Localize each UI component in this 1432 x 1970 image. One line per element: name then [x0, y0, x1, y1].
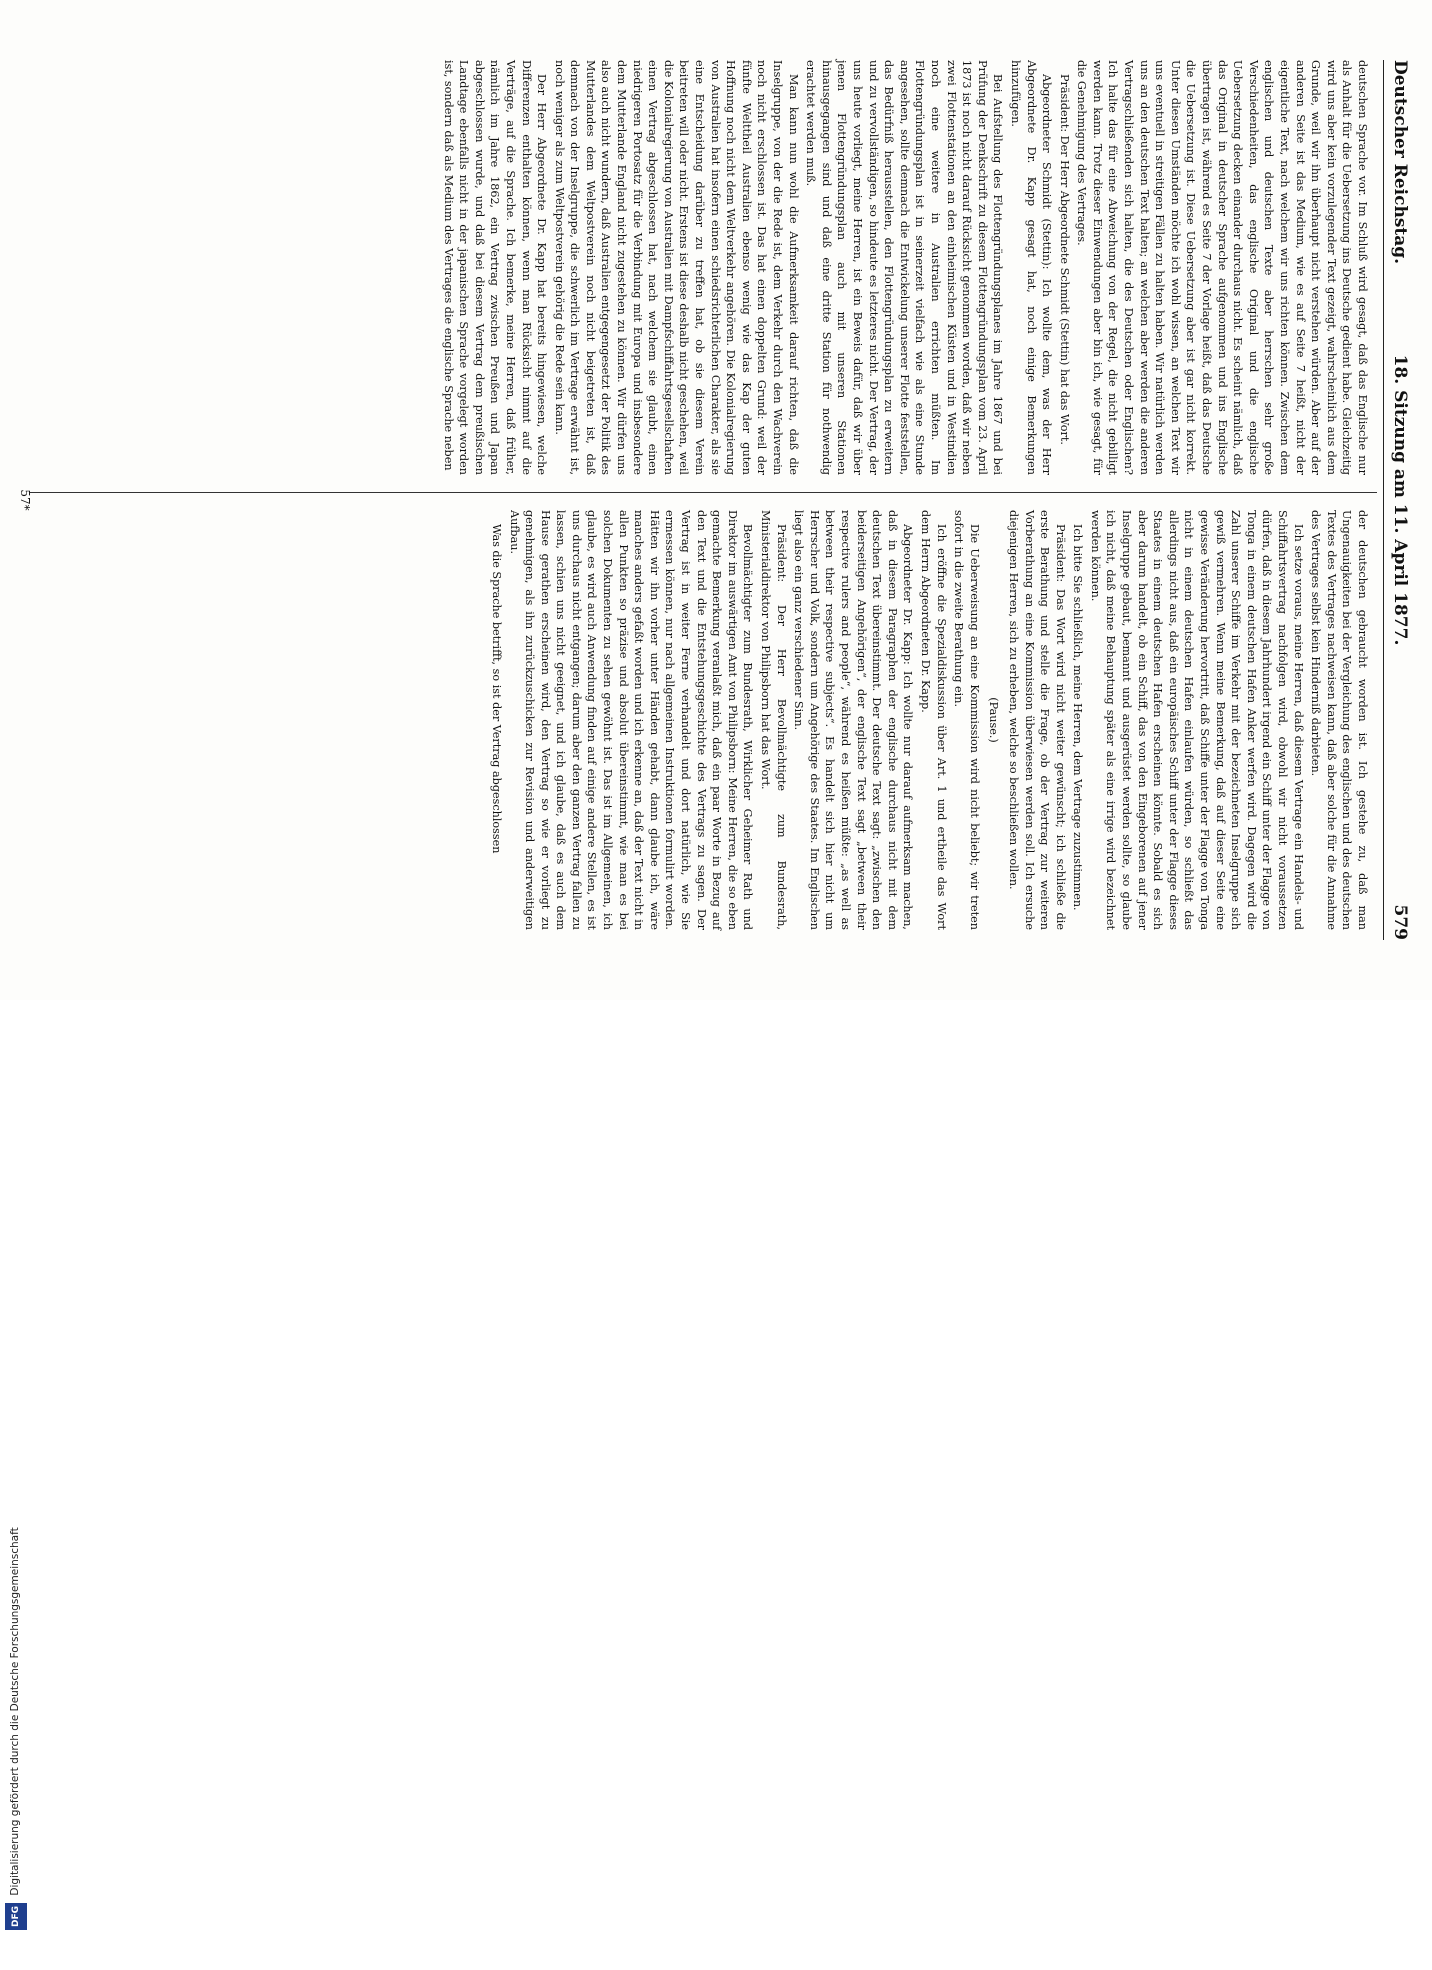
- paragraph: Ich eröffne die Spezialdiskussion über Art. 1 und ertheile das Wort dem Herrn Abgeordneten Dr. Kapp.: [918, 510, 948, 930]
- paragraph: Bei Aufstellung des Flottengründungsplanes im Jahre 1867 und bei Prüfung der Denkschrift zu diesem Flottengründungsplan vom 23. April 1873 ist noch nicht darauf Rücksicht genommen worden, daß wir neben zwei Flottenstationen an den einheimischen Küsten und in Westindien noch eine weitere in Australien errichten müßten. Im Flottengründungsplan ist in seinerzeit vielfach wie als eine Stunde angesehen, sollte demnach die Entwickelung unserer Flotte feststellen, das Bedürfniß herausstellen, den Flottengründungsplan zu erweitern und zu vervollständigen, so hindeute es letzteres nicht. Der Vertrag, der uns heute vorliegt, meine Herren, ist ein Beweis dafür, daß wir über jenen Flottengründungsplan auch mit unseren Stationen hinausgegangen sind und daß eine dritte Station für nothwendig erachtet werden muß.: [804, 60, 1005, 475]
- paragraph: Abgeordneter Schmidt (Stettin): Ich wollte dem, was der Herr Abgeordnete Dr. Kapp gesagt hat, noch einige Bemerkungen hinzufügen.: [1008, 60, 1054, 475]
- speaker-line: Präsident: Das Wort wird nicht weiter gewünscht; ich schließe die erste Berathung und stelle die Frage, ob der Vertrag zur weiteren Vorberathung an eine Kommission überwiesen werden soll. Ich ersuche diejenigen Herren, sich zu erheben, welche so beschließen wollen.: [1006, 510, 1067, 930]
- pause-note: (Pause.): [987, 697, 1001, 743]
- paragraph: Bevollmächtigter zum Bundesrath, Wirklicher Geheimer Rath und Direktor im auswärtigen Amt von Philipsborn: Meine Herren, die so eben gemachte Bemerkung veranlaßt mich, daß ein paar Worte in Bezug auf den Text und die Entstehungsgeschichte des Vertrags zu sagen. Der Vertrag ist in weiter Ferne verhandelt und dort natürlich, wie Sie ermessen können, nur nach allgemeinen Instruktionen formulirt worden. Hätten wir ihn vorher unter Händen gehabt, dann glaube ich, wäre manches anders gefaßt worden und ich erkenne an, daß der Text nicht in allen Punkten so präzise und absolut übereinstimmt, wie man es bei solchen Dokumenten zu sehen gewöhnt ist. Das ist im Allgemeinen, ich glaube, es wird auch Anwendung finden auf einige andere Stellen, es ist uns durchaus nicht entgangen; darum aber den ganzen Vertrag fallen zu lassen, schien uns nicht geeignet, und ich glaube, daß es auch dem Hause gerathen erscheinen wird, den Vertrag so wie er vorliegt zu genehmigen, als ihn zurückzuschicken zur Revision und anderweitigen Aufbau.: [507, 510, 755, 930]
- credit-text: Digitalisierung gefördert durch die Deutsche Forschungsgemeinschaft: [9, 1527, 21, 1896]
- paragraph: Die Ueberweisung an eine Kommission wird nicht beliebt; wir treten sofort in die zweite Berathung ein.: [952, 510, 981, 930]
- paragraph: Was die Sprache betrifft, so ist der Vertrag abgeschlossen: [489, 524, 503, 854]
- signature-mark: 57*: [18, 489, 32, 511]
- page-header: [1383, 60, 1414, 940]
- paragraph: Ich bitte Sie schließlich, meine Herren, dem Vertrage zuzustimmen.: [1071, 524, 1085, 911]
- right-column: [40, 510, 1370, 930]
- paragraph: deutschen Sprache vor. Im Schluß wird gesagt, daß das Englische nur als Anhalt für die Uebersetzung ins Deutsche gedient habe. Gleichzeitig wird uns aber kein vorzulegender Text gezeigt, wahrscheinlich aus dem Grunde, weil wir ihn überhaupt nicht verstehen würden. Aber auf der anderen Seite ist das Medium, wie es auf Seite 7 heißt, nicht der eigentliche Text, nach welchem wir uns richten können. Zwischen dem englischen und deutschen Texte aber herrschen sehr große Verschiedenheiten, das englische Original und die englische Uebersetzung decken einander durchaus nicht. Es scheint nämlich, daß das Original in deutscher Sprache aufgenommen und ins Englische übertragen ist, während es Seite 7 der Vorlage heißt, daß das Deutsche die Uebersetzung ist. Diese Uebersetzung aber ist gar nicht korrekt. Unter diesen Umständen möchte ich wohl wissen, an welchen Text wir uns eventuell in streitigen Fällen zu halten haben. Wir natürlich werden uns an den deutschen Text halten; an welchen aber werden die anderen Vertragschließenden sich halten, die des Deutschen oder Englischen? Ich halte das für eine Abweichung von der Regel, die nicht gebilligt werden kann. Trotz dieser Einwendungen aber bin ich, wie gesagt, für die Genehmigung des Vertrages.: [1075, 60, 1369, 475]
- paragraph: Ich setze voraus, meine Herren, daß diesem Vertrage ein Handels- und Schiffahrtsvertrag nachfolgen wird, obwohl wir nicht voraussetzen dürfen, daß in diesem Jahrhundert irgend ein Schiff unter der Flagge von Tonga in einem deutschen Hafen Anker werfen wird. Dagegen wird die Zahl unserer Schiffe im Verkehr mit der bezeichneten Inselgruppe sich gewiß vermehren. Wenn meine Bemerkung, daß auf dieser Seite eine gewisse Veränderung hervortritt, daß Schiffe unter der Flagge von Tonga nicht in einem deutschen Hafen einlaufen würden, so schließt das allerdings nicht aus, daß ein europäisches Schiff unter der Flagge dieses Staates in einem deutschen Hafen erscheinen könnte. Sobald es sich aber darum handelt, ob ein Schiff, das von den Eingeborenen auf jener Inselgruppe gebaut, bemannt und ausgerüstet werden sollte, so glaube ich nicht, daß meine Behauptung später als eine irrige wird bezeichnet werden können.: [1088, 510, 1305, 930]
- page-number: 579: [1390, 904, 1410, 940]
- speaker-line: Präsident: Der Herr Bevollmächtigte zum Bundesrath, Ministerialdirektor von Philipsborn hat das Wort.: [759, 510, 788, 930]
- speaker-line: Präsident: Der Herr Abgeordnete Schmidt (Stettin) hat das Wort.: [1057, 74, 1071, 445]
- header-session: 18. Sitzung am 11. April 1877.: [1390, 354, 1410, 646]
- paragraph: der deutschen gebraucht worden ist. Ich gestehe zu, daß man Ungenauigkeiten bei der Vergleichung des englischen und des deutschen Textes des Vertrages nachweisen kann, daß aber solche für die Annahme des Vertrages selbst kein Hinderniß darbieten.: [1309, 510, 1369, 930]
- paragraph: Abgeordneter Dr. Kapp: Ich wollte nur darauf aufmerksam machen, daß in diesem Paragraphen der englische durchaus nicht mit dem deutschen Text übereinstimmt. Der deutsche Text sagt: „zwischen den beiderseitigen Angehörigen“, der englische Text sagt „between their respective rulers and people“, während es heißen müßte: „as well as between their respective subjects“. Es handelt sich hier nicht um Herrscher und Volk, sondern um Angehörige des Staates. Im Englischen liegt also ein ganz verschiedener Sinn.: [792, 510, 915, 930]
- header-title: Deutscher Reichstag.: [1390, 60, 1410, 265]
- left-column: [40, 60, 1370, 475]
- dfg-logo: DFG: [5, 1903, 27, 1930]
- paragraph: Der Herr Abgeordnete Dr. Kapp hat bereits hingewiesen, welche Differenzen enthalten können, wenn man Rücksicht nimmt auf die Verträge, auf die Sprache. Ich bemerke, meine Herren, daß früher, nämlich im Jahre 1862, ein Vertrag zwischen Preußen und Japan abgeschlossen wurde, und daß bei diesem Vertrag dem preußischen Landtage ebenfalls nicht in der japanischen Sprache vorgelegt worden ist, sondern daß als Medium des Vertrages die englische Sprache neben: [441, 60, 549, 475]
- paragraph: Man kann nun wohl die Aufmerksamkeit darauf richten, daß die Inselgruppe, von der die Rede ist, dem Verkehr durch den Wachverein noch nicht erschlossen ist. Das hat einen doppelten Grund: weil der fünfte Welttheil Australien ebenso wenig wie das Kap der guten Hoffnung noch nicht dem Weltverkehr angehören. Die Kolonialregierung von Australien hat insofern einen schiedsrichterlichen Charakter, als sie eine Entscheidung darüber zu treffen hat, ob sie diesem Verein beitreten will oder nicht. Erstens ist diese deshalb nicht geschehen, weil die Kolonialregierung von Australien mit Dampfschiffahrtsgesellschaften einen Vertrag abgeschlossen hat, nach welchem sie glaubt, einen niedrigeren Portosatz für die Verbindung mit Europa und insbesondere dem Mutterlande England nicht zugestehen zu können. Wir dürfen uns also auch nicht wundern, daß Australien entgegengesetzt der Politik des Mutterlandes dem Weltpostverein noch nicht beigetreten ist, daß demnach von der Inselgruppe, die schwerlich im Vertrage erwähnt ist, noch weniger als zum Weltpostverein gehörig die Rede sein kann.: [552, 60, 800, 475]
- column-divider: [30, 492, 1377, 493]
